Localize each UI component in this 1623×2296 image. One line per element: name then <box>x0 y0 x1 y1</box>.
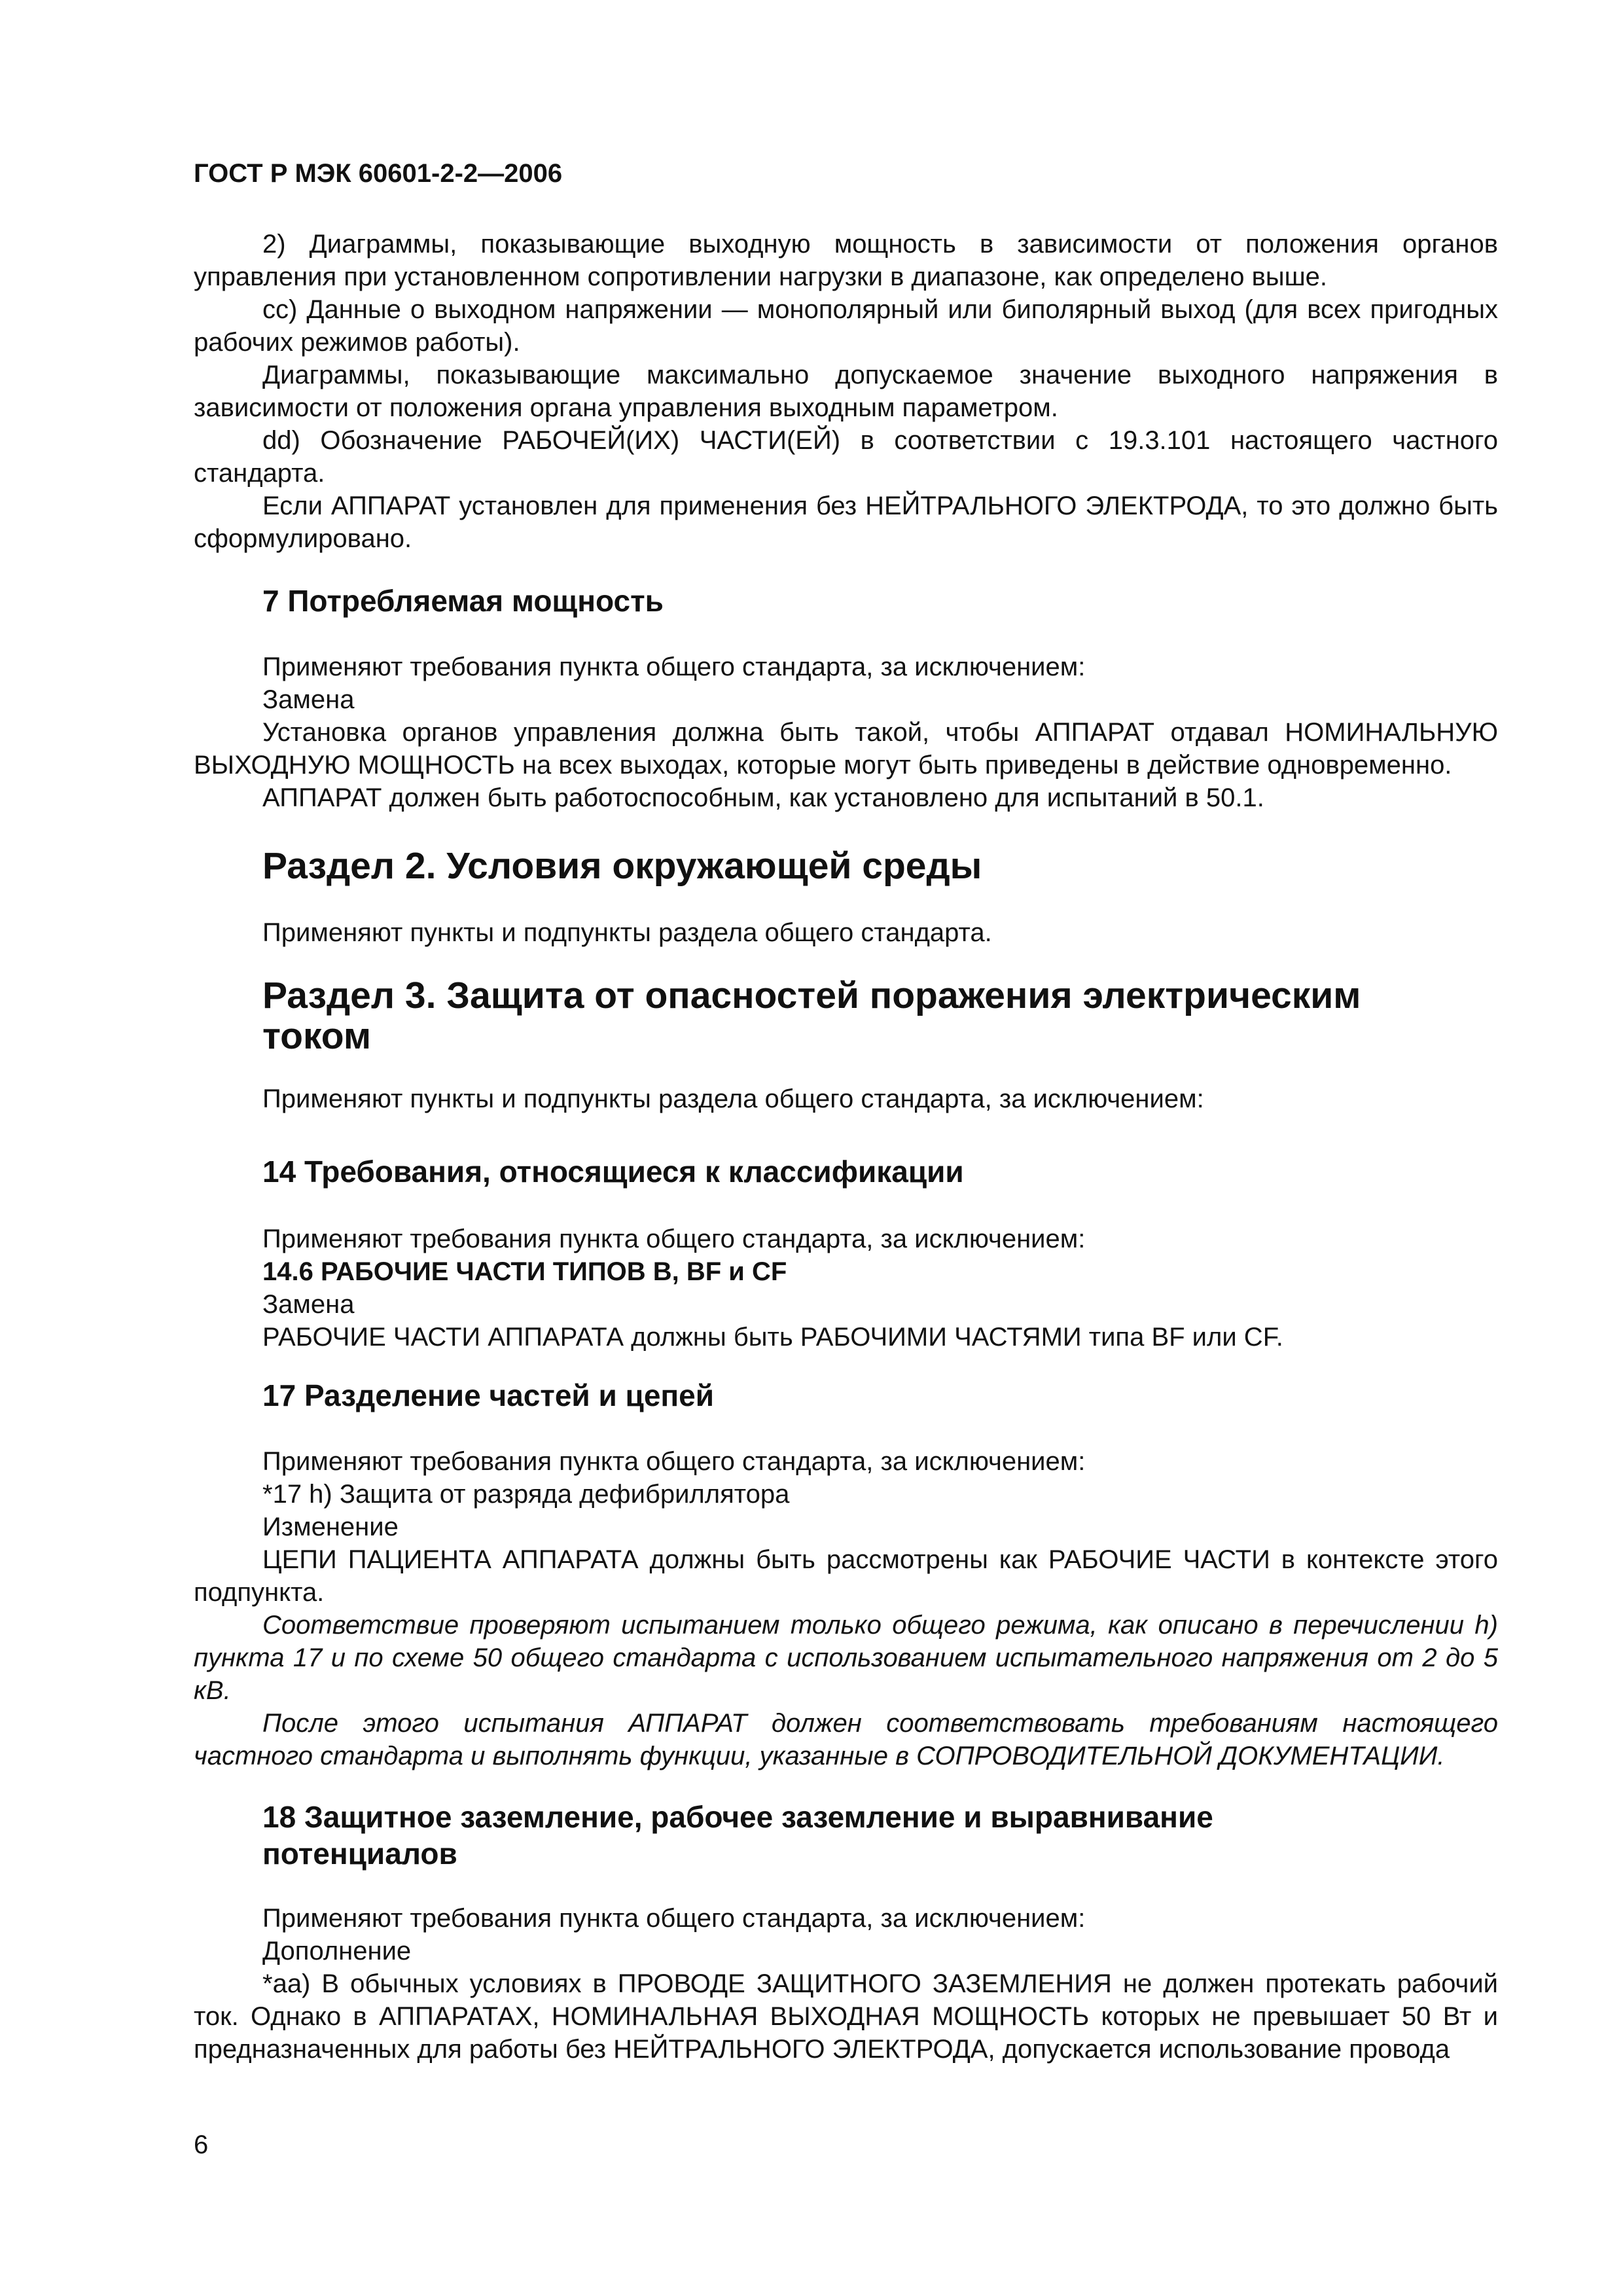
paragraph: Применяют пункты и подпункты раздела общего стандарта, за исключением: <box>262 1085 1204 1113</box>
paragraph: Применяют требования пункта общего стандарта, за исключением: <box>262 1447 1086 1476</box>
paragraph: 2) Диаграммы, показывающие выходную мощность в зависимости от положения органов управления при установленном сопротивлении нагрузки в диапазоне, как определено выше. <box>194 230 1498 291</box>
part-2-body <box>194 916 1498 949</box>
page-number: 6 <box>194 2130 209 2159</box>
paragraph: Соответствие проверяют испытанием только общего режима, как описано в перечислении h) пункта 17 и по схеме 50 общего стандарта с использованием испытательного напряжения от 2 до 5 кВ. <box>194 1611 1498 1705</box>
paragraph: *aa) В обычных условиях в ПРОВОДЕ ЗАЩИТНОГО ЗАЗЕМЛЕНИЯ не должен протекать рабочий ток. Однако в АППАРАТАХ, НОМИНАЛЬНАЯ ВЫХОДНАЯ МОЩНОСТЬ которых не превышает 50 Вт и предназначенных для работы без НЕЙТРАЛЬНОГО ЭЛЕКТРОДА, допускается использование провода <box>194 1969 1498 2064</box>
paragraph: dd) Обозначение РАБОЧЕЙ(ИХ) ЧАСТИ(ЕЙ) в соответствии с 19.3.101 настоящего частного стандарта. <box>194 426 1498 488</box>
paragraph: *17 h) Защита от разряда дефибриллятора <box>262 1480 790 1509</box>
section-14-body <box>194 1223 1498 1354</box>
paragraph: Замена <box>262 685 355 714</box>
paragraph: Применяют требования пункта общего стандарта, за исключением: <box>262 653 1086 681</box>
part-3-title: Раздел 3. Защита от опасностей поражения электрическим током <box>262 975 1361 1057</box>
part-2-title: Раздел 2. Условия окружающей среды <box>262 845 982 887</box>
paragraph: Диаграммы, показывающие максимально допускаемое значение выходного напряжения в зависимости от положения органа управления выходным параметром. <box>194 361 1498 422</box>
part-3-body <box>194 1083 1498 1115</box>
intro-block <box>194 228 1498 555</box>
section-18-body <box>194 1902 1498 2066</box>
section-7-title: 7 Потребляемая мощность <box>262 584 664 618</box>
paragraph: Если АППАРАТ установлен для применения без НЕЙТРАЛЬНОГО ЭЛЕКТРОДА, то это должно быть сформулировано. <box>194 492 1498 553</box>
subclause-heading: 14.6 РАБОЧИЕ ЧАСТИ ТИПОВ В, BF и CF <box>262 1257 787 1286</box>
paragraph: ЦЕПИ ПАЦИЕНТА АППАРАТА должны быть рассмотрены как РАБОЧИЕ ЧАСТИ в контексте этого подпункта. <box>194 1545 1498 1607</box>
paragraph: Установка органов управления должна быть такой, чтобы АППАРАТ отдавал НОМИНАЛЬНУЮ ВЫХОДНУЮ МОЩНОСТЬ на всех выходах, которые могут быть приведены в действие одновременно. <box>194 718 1498 780</box>
section-7-body <box>194 651 1498 814</box>
paragraph: Применяют требования пункта общего стандарта, за исключением: <box>262 1225 1086 1253</box>
document-header: ГОСТ Р МЭК 60601-2-2—2006 <box>194 159 563 188</box>
paragraph: Применяют требования пункта общего стандарта, за исключением: <box>262 1904 1086 1933</box>
paragraph: Дополнение <box>262 1937 412 1965</box>
section-17-title: 17 Разделение частей и цепей <box>262 1378 715 1412</box>
paragraph: Применяют пункты и подпункты раздела общего стандарта. <box>262 918 992 947</box>
paragraph: РАБОЧИЕ ЧАСТИ АППАРАТА должны быть РАБОЧИМИ ЧАСТЯМИ типа BF или CF. <box>262 1323 1283 1352</box>
section-17-body <box>194 1445 1498 1772</box>
paragraph: После этого испытания АППАРАТ должен соответствовать требованиям настоящего частного стандарта и выполнять функции, указанные в СОПРОВОДИТЕЛЬНОЙ ДОКУМЕНТАЦИИ. <box>194 1709 1498 1770</box>
paragraph: Замена <box>262 1290 355 1319</box>
section-18-title: 18 Защитное заземление, рабочее заземление и выравнивание потенциалов <box>262 1800 1213 1871</box>
section-14-title: 14 Требования, относящиеся к классификации <box>262 1155 964 1189</box>
paragraph: АППАРАТ должен быть работоспособным, как установлено для испытаний в 50.1. <box>262 783 1264 812</box>
paragraph: Изменение <box>262 1513 399 1541</box>
paragraph: сс) Данные о выходном напряжении — монополярный или биполярный выход (для всех пригодных рабочих режимов работы). <box>194 295 1498 357</box>
